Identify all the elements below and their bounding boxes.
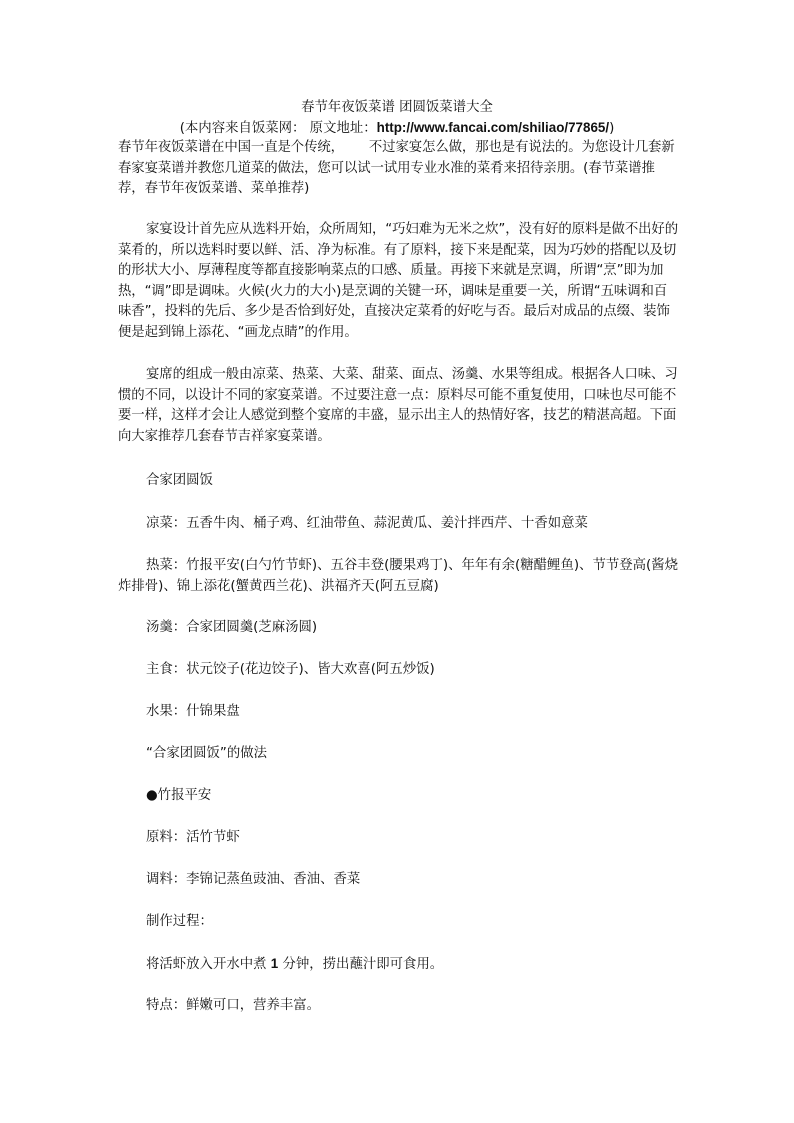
ingredients: 原料：活竹节虾 [146,830,240,845]
source-url[interactable]: http://www.fancai.com/shiliao/77865/ [376,120,610,135]
intro-paragraph: 春节年夜饭菜谱在中国一直是个传统， 不过家宴怎么做，那也是有说法的。为您设计几套新春家宴菜谱并教您几道菜的做法，您可以试一试用专业水准的菜肴来招待亲朋。(春节菜谱推荐，春节年夜饭菜谱、菜单推荐) [118,140,675,196]
fruit: 水果：什锦果盘 [146,704,240,719]
source-suffix: ) [609,121,615,136]
staple-food: 主食：状元饺子(花边饺子)、皆大欢喜(阿五炒饭) [146,662,435,677]
step-suffix: 分钟，捞出蘸汁即可食用。 [278,957,444,972]
step-minutes: 1 [270,956,279,971]
paragraph-selection-of-ingredients: 家宴设计首先应从选料开始，众所周知，“巧妇难为无米之炊”，没有好的原料是做不出好的菜肴的，所以选料时要以鲜、活、净为标准。有了原料，接下来是配菜，因为巧妙的搭配以及切的形状大小、厚薄程度等都直接影响菜点的口感、质量。再接下来就是烹调，所谓“烹”即为加热，“调”即是调味。火候(火力的大小)是烹调的关键一环，调味是重要一关，所谓“五味调和百味香”，投料的先后、多少是否恰到好处，直接决定菜肴的好吃与否。最后对成品的点缀、装饰便是起到锦上添花、“画龙点睛”的作用。 [118,222,679,340]
step-prefix: 将活虾放入开水中煮 [146,957,271,972]
source-prefix: (本内容来自饭菜网： 原文地址： [179,121,377,136]
menu-name: 合家团圆饭 [146,473,213,488]
soup: 汤羹：合家团圆羹(芝麻汤圆) [146,620,318,635]
features: 特点：鲜嫩可口，营养丰富。 [146,998,321,1013]
hot-dishes: 热菜：竹报平安(白勺竹节虾)、五谷丰登(腰果鸡丁)、年年有余(糖醋鲤鱼)、节节登高(酱烧炸排骨)、锦上添花(蟹黄西兰花)、洪福齐天(阿五豆腐) [118,558,679,594]
method-title: “合家团圆饭”的做法 [146,746,267,761]
process-step [146,955,686,974]
document-title: 春节年夜饭菜谱 团圆饭菜谱大全 [301,100,493,115]
process-title: 制作过程： [146,914,213,929]
source-line [0,119,794,138]
cold-dishes: 凉菜：五香牛肉、桶子鸡、红油带鱼、蒜泥黄瓜、姜汁拌西芹、十香如意菜 [146,516,588,531]
paragraph-banquet-composition: 宴席的组成一般由凉菜、热菜、大菜、甜菜、面点、汤羹、水果等组成。根据各人口味、习惯的不同，以设计不同的家宴菜谱。不过要注意一点：原料尽可能不重复使用，口味也尽可能不要一样，这样才会让人感觉到整个宴席的丰盛，显示出主人的热情好客，技艺的精湛高超。下面向大家推荐几套春节吉祥家宴菜谱。 [118,367,678,444]
recipe-title: ●竹报平安 [146,788,212,803]
seasoning: 调料：李锦记蒸鱼豉油、香油、香菜 [146,872,361,887]
